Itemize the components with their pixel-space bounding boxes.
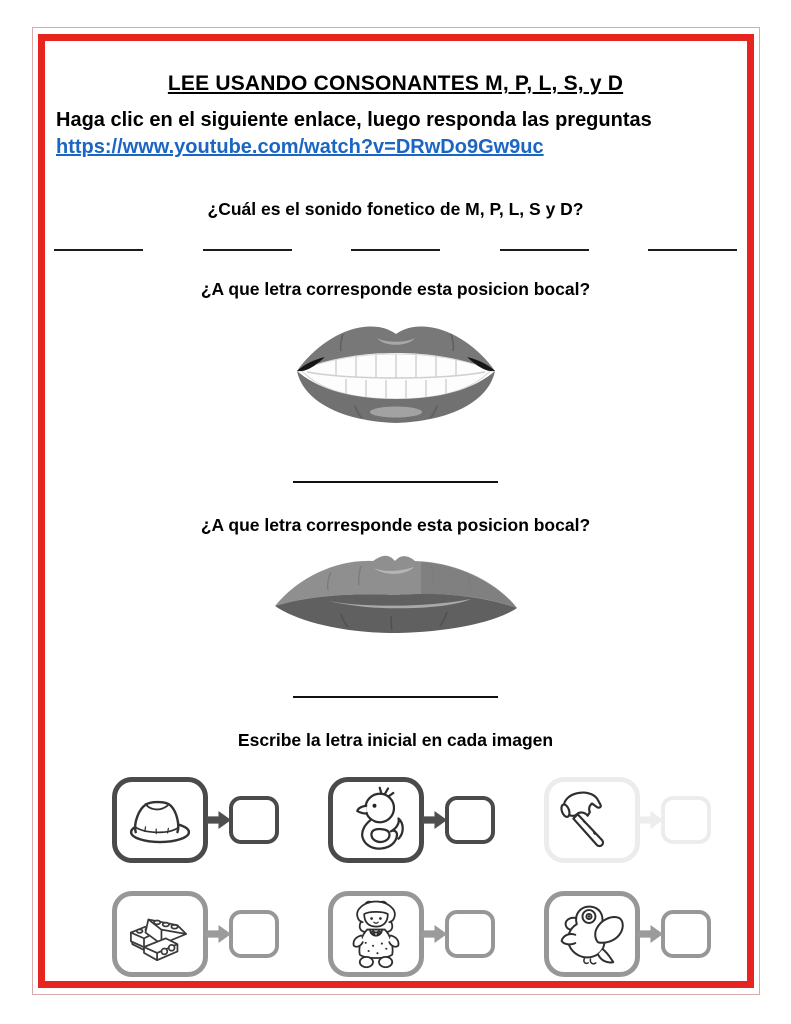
arrow-icon	[205, 809, 232, 831]
parrot-answer-box	[661, 910, 711, 958]
hat-answer-box	[229, 796, 279, 844]
match-item-duck	[328, 777, 498, 863]
lego-picture-box	[112, 891, 208, 977]
hammer-answer-box	[661, 796, 711, 844]
answer-blank	[500, 248, 589, 251]
match-item-hammer	[544, 777, 714, 863]
hammer-picture-box	[544, 777, 640, 863]
duck-picture-box	[328, 777, 424, 863]
doll-icon	[345, 897, 407, 971]
answer-blank	[203, 248, 292, 251]
activity-row-1	[50, 777, 741, 863]
question-mouth-closed: ¿A que letra corresponde esta posicion bocal?	[200, 515, 591, 535]
arrow-icon	[637, 923, 664, 945]
question-mouth-open: ¿A que letra corresponde esta posicion bocal?	[200, 279, 591, 299]
activity-instruction: Escribe la letra inicial en cada imagen	[237, 730, 554, 750]
youtube-link[interactable]: https://www.youtube.com/watch?v=DRwDo9Gw9uc	[56, 136, 544, 158]
closed-lips-svg	[270, 548, 522, 634]
open-mouth-image	[50, 308, 741, 435]
answer-blank	[351, 248, 440, 251]
closed-lips-image	[50, 548, 741, 639]
duck-icon	[346, 785, 406, 855]
doll-answer-box	[445, 910, 495, 958]
duck-answer-box	[445, 796, 495, 844]
match-item-lego	[112, 891, 282, 977]
match-item-hat	[112, 777, 282, 863]
mouth-closed-answer-line	[293, 695, 498, 698]
lego-answer-box	[229, 910, 279, 958]
doll-picture-box	[328, 891, 424, 977]
parrot-picture-box	[544, 891, 640, 977]
arrow-icon	[421, 809, 448, 831]
question-phonetic: ¿Cuál es el sonido fonetico de M, P, L, S y D?	[207, 199, 584, 219]
hat-picture-box	[112, 777, 208, 863]
arrow-icon	[421, 923, 448, 945]
lego-blocks-icon	[123, 902, 197, 966]
hammer-icon	[556, 787, 628, 853]
hat-icon	[122, 792, 198, 848]
answer-blank	[648, 248, 737, 251]
page-title: LEE USANDO CONSONANTES M, P, L, S, y D	[167, 72, 624, 95]
worksheet	[50, 46, 741, 977]
arrow-icon	[637, 809, 664, 831]
parrot-icon	[554, 901, 630, 967]
intro-text: Haga clic en el siguiente enlace, luego responda las preguntas	[56, 109, 652, 131]
match-item-parrot	[544, 891, 714, 977]
open-mouth-svg	[290, 308, 502, 430]
match-item-doll	[328, 891, 498, 977]
mouth-open-answer-line	[293, 480, 498, 483]
arrow-icon	[205, 923, 232, 945]
activity-row-2	[50, 891, 741, 977]
answer-blank	[54, 248, 143, 251]
phonetic-answer-blanks	[50, 248, 741, 251]
link-line	[56, 136, 741, 159]
